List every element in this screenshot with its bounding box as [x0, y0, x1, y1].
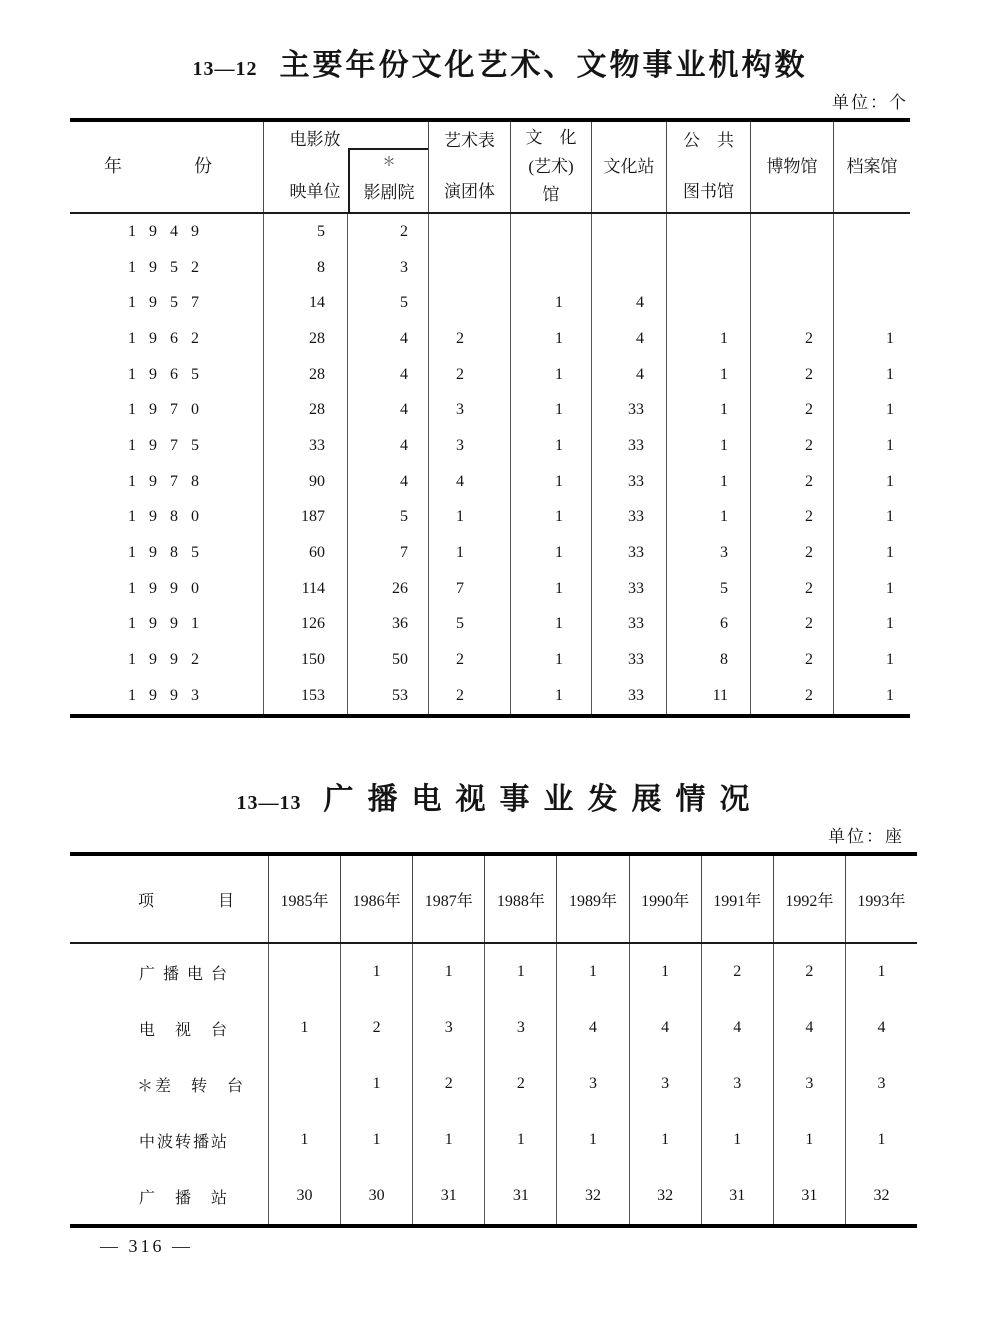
value-cell: 32	[845, 1168, 917, 1224]
value-cell: 26	[347, 571, 428, 607]
value-cell: 1	[833, 428, 910, 464]
value-cell: 1	[510, 607, 591, 643]
value-cell: 1	[773, 1112, 845, 1168]
value-cell: 5	[666, 571, 750, 607]
table1-title: 主要年份文化艺术、文物事业机构数	[279, 49, 808, 82]
value-cell: 2	[750, 464, 833, 500]
year-cell: 1952	[128, 258, 212, 276]
value-cell: 33	[591, 535, 666, 571]
value-cell: 1	[510, 642, 591, 678]
value-cell: 2	[750, 535, 833, 571]
table1-row	[70, 607, 910, 643]
value-cell	[428, 214, 510, 250]
value-cell: 33	[591, 571, 666, 607]
value-cell: 1	[833, 464, 910, 500]
value-cell: 33	[263, 428, 347, 464]
value-cell: 1	[412, 944, 484, 1000]
year-cell: 1949	[128, 222, 212, 240]
header-item: 项 目	[137, 892, 234, 910]
year-cell: 1991	[128, 615, 212, 633]
value-cell: 4	[347, 464, 428, 500]
value-cell: 28	[263, 321, 347, 357]
value-cell: 1	[666, 392, 750, 428]
value-cell: 36	[347, 607, 428, 643]
value-cell: 1	[833, 607, 910, 643]
value-cell: 33	[591, 607, 666, 643]
value-cell: 33	[591, 642, 666, 678]
value-cell: 3	[347, 250, 428, 286]
header-year-cell: 1990年	[629, 856, 701, 942]
value-cell: 2	[484, 1056, 556, 1112]
value-cell: 5	[263, 214, 347, 250]
value-cell: 1	[629, 1112, 701, 1168]
value-cell: 1	[268, 1000, 340, 1056]
value-cell: 3	[428, 428, 510, 464]
value-cell: 4	[347, 428, 428, 464]
value-cell	[510, 250, 591, 286]
header-cinema-subcolumn	[348, 148, 428, 212]
value-cell: 2	[750, 321, 833, 357]
year-cell: 1975	[128, 436, 212, 454]
header-year-cell: 1988年	[484, 856, 556, 942]
row-label: 中波转播站	[138, 1133, 229, 1151]
value-cell: 1	[833, 571, 910, 607]
value-cell: 1	[412, 1112, 484, 1168]
value-cell: 1	[510, 428, 591, 464]
page-number: — 316 —	[100, 1236, 193, 1256]
table2-number: 13—13	[236, 792, 302, 814]
value-cell: 4	[845, 1000, 917, 1056]
header-film-line1: 电影放	[289, 130, 341, 149]
value-cell: 1	[666, 321, 750, 357]
value-cell: 90	[263, 464, 347, 500]
value-cell: 33	[591, 392, 666, 428]
value-cell: 7	[347, 535, 428, 571]
value-cell: 3	[412, 1000, 484, 1056]
table2-body	[70, 944, 917, 1224]
value-cell	[666, 214, 750, 250]
value-cell: 1	[666, 500, 750, 536]
value-cell: 4	[629, 1000, 701, 1056]
header-troupe-line1: 艺术表	[444, 131, 495, 150]
value-cell: 2	[428, 357, 510, 393]
value-cell: 1	[556, 944, 628, 1000]
value-cell: 1	[666, 428, 750, 464]
value-cell: 28	[263, 357, 347, 393]
value-cell: 1	[510, 535, 591, 571]
table1-row	[70, 285, 910, 321]
value-cell: 32	[629, 1168, 701, 1224]
table1-row	[70, 250, 910, 286]
value-cell: 5	[347, 500, 428, 536]
value-cell: 31	[701, 1168, 773, 1224]
table1-row	[70, 535, 910, 571]
table1-body	[70, 214, 910, 714]
year-cell: 1970	[128, 401, 212, 419]
table1-row	[70, 428, 910, 464]
header-film-projection-units	[263, 122, 428, 212]
table1-row	[70, 392, 910, 428]
value-cell: 1	[833, 321, 910, 357]
value-cell: 33	[591, 500, 666, 536]
value-cell: 30	[340, 1168, 412, 1224]
value-cell: 53	[347, 678, 428, 714]
table1-title-row	[0, 40, 1000, 84]
year-cell: 1980	[128, 508, 212, 526]
header-art-troupes	[428, 122, 510, 212]
year-cell: 1962	[128, 329, 212, 347]
value-cell: 126	[263, 607, 347, 643]
table1-unit-label: 单位：个	[832, 93, 908, 112]
value-cell	[833, 250, 910, 286]
value-cell: 153	[263, 678, 347, 714]
value-cell: 1	[833, 357, 910, 393]
year-cell: 1978	[128, 472, 212, 490]
value-cell: 2	[750, 500, 833, 536]
value-cell	[666, 250, 750, 286]
header-year-cell: 1989年	[556, 856, 628, 942]
value-cell: 3	[556, 1056, 628, 1112]
header-year-cell: 1986年	[340, 856, 412, 942]
value-cell: 14	[263, 285, 347, 321]
value-cell: 31	[484, 1168, 556, 1224]
value-cell: 2	[750, 428, 833, 464]
value-cell: 150	[263, 642, 347, 678]
year-cell: 1990	[128, 579, 212, 597]
year-cell: 1957	[128, 294, 212, 312]
value-cell: 7	[428, 571, 510, 607]
value-cell: 6	[666, 607, 750, 643]
table1-number: 13—12	[192, 58, 258, 80]
value-cell: 3	[666, 535, 750, 571]
value-cell: 2	[750, 571, 833, 607]
value-cell: 4	[347, 392, 428, 428]
value-cell: 2	[428, 678, 510, 714]
value-cell: 1	[833, 500, 910, 536]
value-cell: 2	[428, 321, 510, 357]
value-cell	[428, 250, 510, 286]
year-cell: 1992	[128, 651, 212, 669]
value-cell: 31	[773, 1168, 845, 1224]
value-cell: 3	[701, 1056, 773, 1112]
radio-tv-development-table	[70, 852, 917, 1228]
table2-title-row	[0, 774, 1000, 818]
value-cell	[833, 214, 910, 250]
value-cell	[591, 214, 666, 250]
table2-row	[70, 944, 917, 1000]
value-cell: 1	[510, 285, 591, 321]
row-label: 电 视 台	[138, 1021, 229, 1039]
value-cell: 33	[591, 428, 666, 464]
header-film-label	[264, 122, 348, 212]
table2-row	[70, 1112, 917, 1168]
value-cell: 2	[701, 944, 773, 1000]
value-cell: 2	[340, 1000, 412, 1056]
value-cell: 11	[666, 678, 750, 714]
value-cell: 2	[773, 944, 845, 1000]
value-cell: 1	[428, 535, 510, 571]
value-cell: 1	[510, 571, 591, 607]
header-library-line2: 图书馆	[683, 182, 734, 202]
value-cell: 2	[750, 392, 833, 428]
value-cell: 2	[750, 678, 833, 714]
value-cell: 2	[412, 1056, 484, 1112]
culture-institutions-table	[70, 118, 910, 718]
value-cell: 1	[833, 535, 910, 571]
row-label: 广 播 站	[138, 1189, 229, 1207]
value-cell: 4	[428, 464, 510, 500]
value-cell: 1	[666, 357, 750, 393]
value-cell: 1	[340, 1112, 412, 1168]
value-cell: 2	[428, 642, 510, 678]
value-cell	[268, 1056, 340, 1112]
value-cell: 33	[591, 678, 666, 714]
year-cell: 1993	[128, 686, 212, 704]
value-cell: 50	[347, 642, 428, 678]
value-cell: 4	[591, 321, 666, 357]
table2-row	[70, 1000, 917, 1056]
year-cell: 1965	[128, 365, 212, 383]
table1-header	[70, 122, 910, 214]
value-cell	[666, 285, 750, 321]
value-cell: 60	[263, 535, 347, 571]
value-cell: 4	[556, 1000, 628, 1056]
table1-row	[70, 678, 910, 714]
table2-unit-label: 单位：座	[828, 827, 904, 846]
header-center-line2: (艺术)	[528, 156, 574, 176]
value-cell: 33	[591, 464, 666, 500]
value-cell: 5	[347, 285, 428, 321]
header-public-libraries	[666, 122, 750, 212]
value-cell: 1	[510, 678, 591, 714]
value-cell: 1	[484, 1112, 556, 1168]
value-cell: 1	[340, 944, 412, 1000]
table1-row	[70, 321, 910, 357]
value-cell: 32	[556, 1168, 628, 1224]
value-cell: 28	[263, 392, 347, 428]
value-cell: 30	[268, 1168, 340, 1224]
value-cell: 4	[591, 285, 666, 321]
value-cell: 3	[484, 1000, 556, 1056]
value-cell: 31	[412, 1168, 484, 1224]
header-year: 年 份	[104, 156, 212, 177]
value-cell: 114	[263, 571, 347, 607]
header-year-cell: 1993年	[845, 856, 917, 942]
header-center-line1: 文 化	[525, 128, 577, 147]
table2-title: 广播电视事业发展情况	[323, 783, 764, 816]
header-museums: 博物馆	[750, 122, 833, 212]
header-culture-stations: 文化站	[591, 122, 666, 212]
value-cell: 1	[666, 464, 750, 500]
header-year-cell: 1991年	[701, 856, 773, 942]
header-year-cell: 1985年	[268, 856, 340, 942]
table2-header	[70, 856, 917, 944]
value-cell: 1	[510, 392, 591, 428]
table1-row	[70, 464, 910, 500]
value-cell: 4	[347, 321, 428, 357]
year-cell: 1985	[128, 544, 212, 562]
value-cell: 4	[347, 357, 428, 393]
value-cell: 1	[845, 1112, 917, 1168]
header-year-cell: 1992年	[773, 856, 845, 942]
table2-row	[70, 1168, 917, 1224]
value-cell: 3	[428, 392, 510, 428]
header-culture-art-centers	[510, 122, 591, 212]
value-cell: 1	[833, 392, 910, 428]
value-cell: 1	[845, 944, 917, 1000]
value-cell	[750, 250, 833, 286]
cinema-star-marker: ＊	[382, 154, 396, 169]
table1-row	[70, 500, 910, 536]
value-cell: 1	[510, 357, 591, 393]
table1-row	[70, 571, 910, 607]
value-cell: 1	[268, 1112, 340, 1168]
value-cell	[750, 285, 833, 321]
value-cell	[268, 944, 340, 1000]
value-cell: 8	[666, 642, 750, 678]
value-cell: 1	[484, 944, 556, 1000]
value-cell: 2	[347, 214, 428, 250]
table1-row	[70, 357, 910, 393]
value-cell: 1	[510, 464, 591, 500]
header-troupe-line2: 演团体	[444, 182, 495, 202]
value-cell: 2	[750, 642, 833, 678]
row-label: 广 播 电 台	[138, 965, 229, 983]
value-cell: 4	[591, 357, 666, 393]
value-cell: 1	[428, 500, 510, 536]
value-cell: 1	[833, 678, 910, 714]
value-cell: 4	[701, 1000, 773, 1056]
row-label: ＊差 转 台	[136, 1077, 245, 1095]
header-year-cell: 1987年	[412, 856, 484, 942]
table2-row	[70, 1056, 917, 1112]
value-cell	[510, 214, 591, 250]
header-library-line1: 公 共	[683, 131, 734, 150]
value-cell: 1	[701, 1112, 773, 1168]
header-film-line2: 映单位	[289, 182, 341, 202]
value-cell: 4	[773, 1000, 845, 1056]
value-cell: 187	[263, 500, 347, 536]
value-cell: 1	[556, 1112, 628, 1168]
header-cinema-label: 影剧院	[363, 183, 415, 203]
header-archives: 档案馆	[833, 122, 910, 212]
table1-row	[70, 642, 910, 678]
value-cell: 3	[773, 1056, 845, 1112]
value-cell	[428, 285, 510, 321]
value-cell: 1	[629, 944, 701, 1000]
value-cell: 1	[510, 321, 591, 357]
value-cell	[750, 214, 833, 250]
value-cell: 8	[263, 250, 347, 286]
value-cell	[591, 250, 666, 286]
value-cell: 2	[750, 607, 833, 643]
table1-row	[70, 214, 910, 250]
value-cell: 5	[428, 607, 510, 643]
value-cell: 1	[340, 1056, 412, 1112]
value-cell	[833, 285, 910, 321]
value-cell: 2	[750, 357, 833, 393]
value-cell: 3	[845, 1056, 917, 1112]
value-cell: 1	[833, 642, 910, 678]
header-center-line3: 馆	[542, 185, 560, 205]
value-cell: 3	[629, 1056, 701, 1112]
value-cell: 1	[510, 500, 591, 536]
